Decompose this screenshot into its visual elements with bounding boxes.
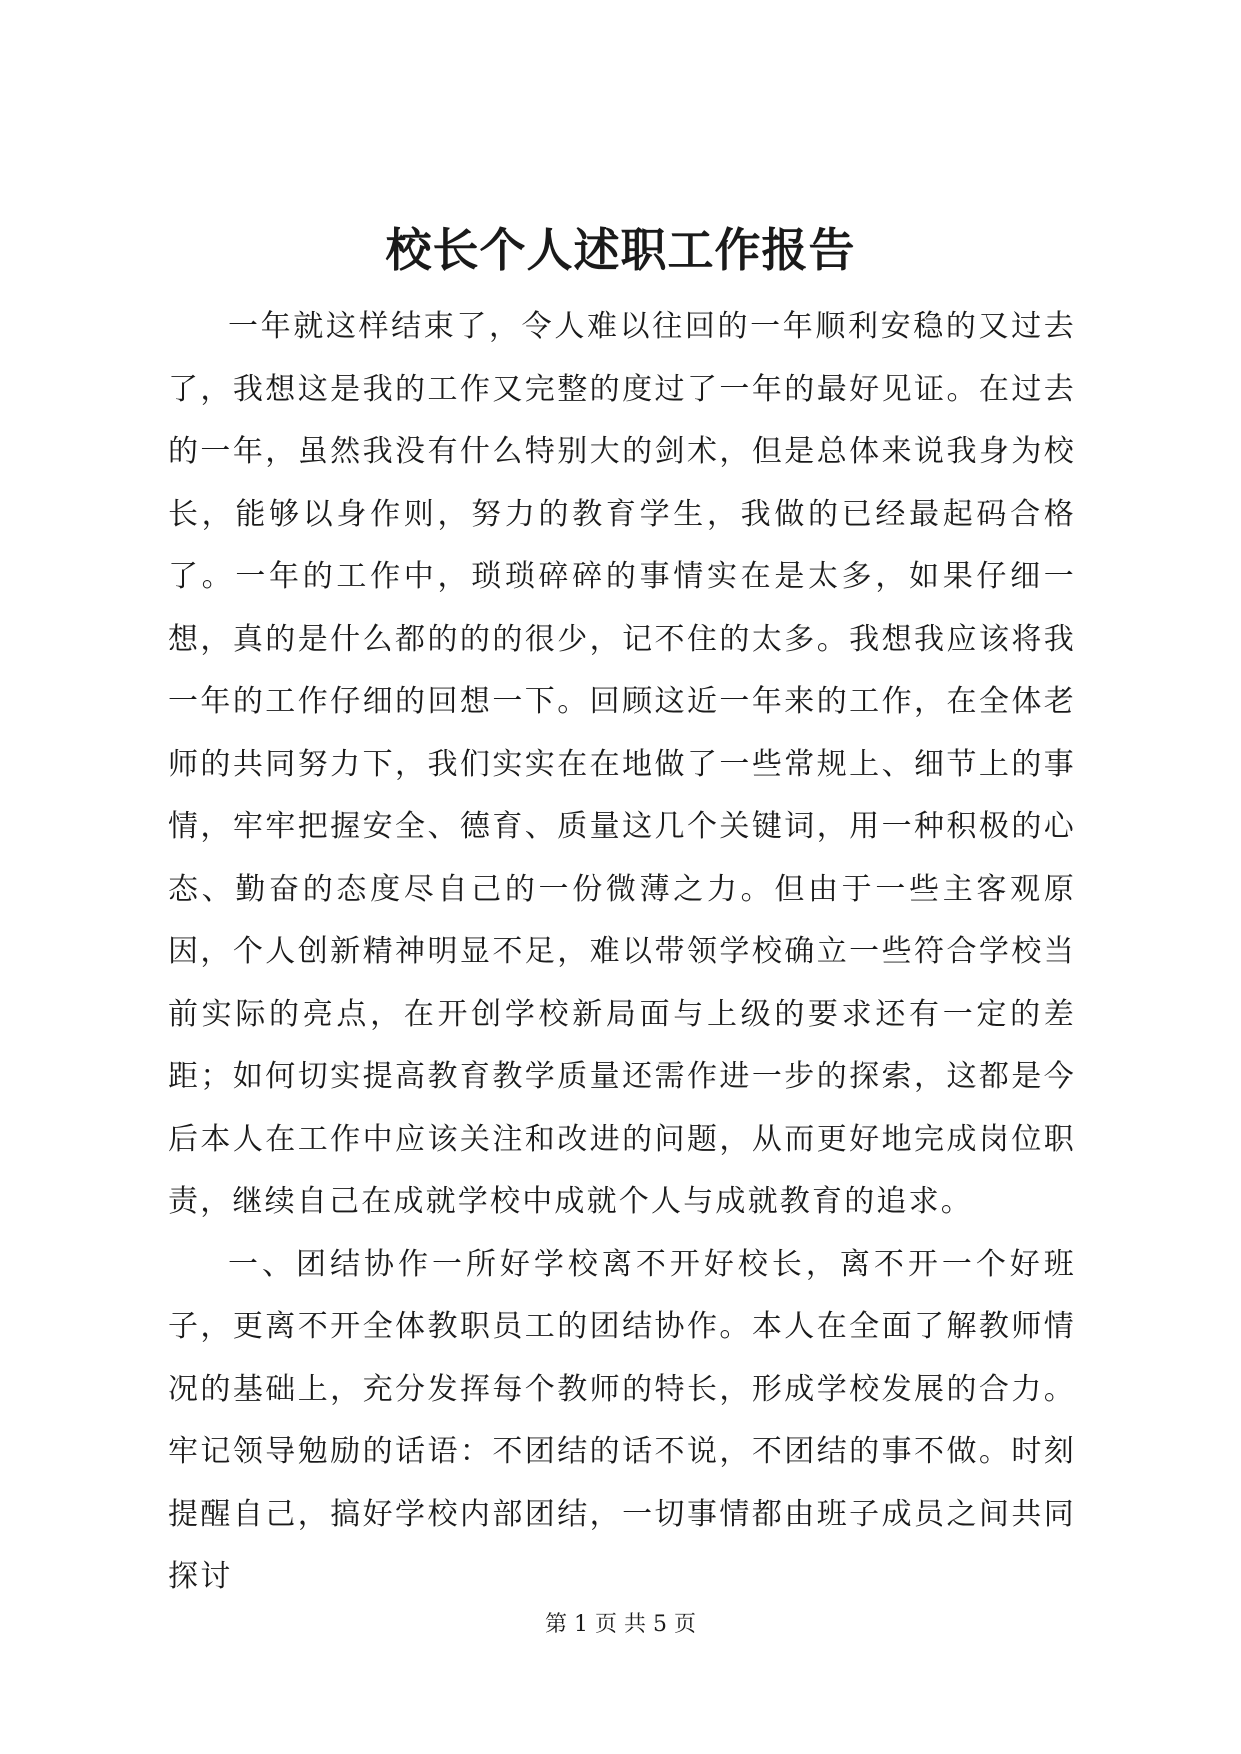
paragraph-intro: 一年就这样结束了，令人难以往回的一年顺利安稳的又过去了，我想这是我的工作又完整的度过了一年的最好见证。在过去的一年，虽然我没有什么特别大的剑术，但是总体来说我身为校长，能够以身作则，努力的教育学生，我做的已经最起码合格了。一年的工作中，琐琐碎碎的事情实在是太多，如果仔细一想，真的是什么都的的的很少，记不住的太多。我想我应该将我一年的工作仔细的回想一下。回顾这近一年来的工作，在全体老师的共同努力下，我们实实在在地做了一些常规上、细节上的事情，牢牢把握安全、德育、质量这几个关键词，用一种积极的心态、勤奋的态度尽自己的一份微薄之力。但由于一些主客观原因，个人创新精神明显不足，难以带领学校确立一些符合学校当前实际的亮点，在开创学校新局面与上级的要求还有一定的差距；如何切实提高教育教学质量还需作进一步的探索，这都是今后本人在工作中应该关注和改进的问题，从而更好地完成岗位职责，继续自己在成就学校中成就个人与成就教育的追求。 <box>168 309 1076 1219</box>
page-footer: 第 1 页 共 5 页 <box>545 1612 696 1637</box>
document-title: 校长个人述职工作报告 <box>385 223 856 277</box>
paragraph-section-1: 一、团结协作一所好学校离不开好校长，离不开一个好班子，更离不开全体教职员工的团结协作。本人在全面了解教师情况的基础上，充分发挥每个教师的特长，形成学校发展的合力。牢记领导勉励的话语：不团结的话不说，不团结的事不做。时刻提醒自己，搞好学校内部团结，一切事情都由班子成员之间共同探讨 <box>168 1246 1076 1594</box>
document-body <box>168 296 1076 1609</box>
